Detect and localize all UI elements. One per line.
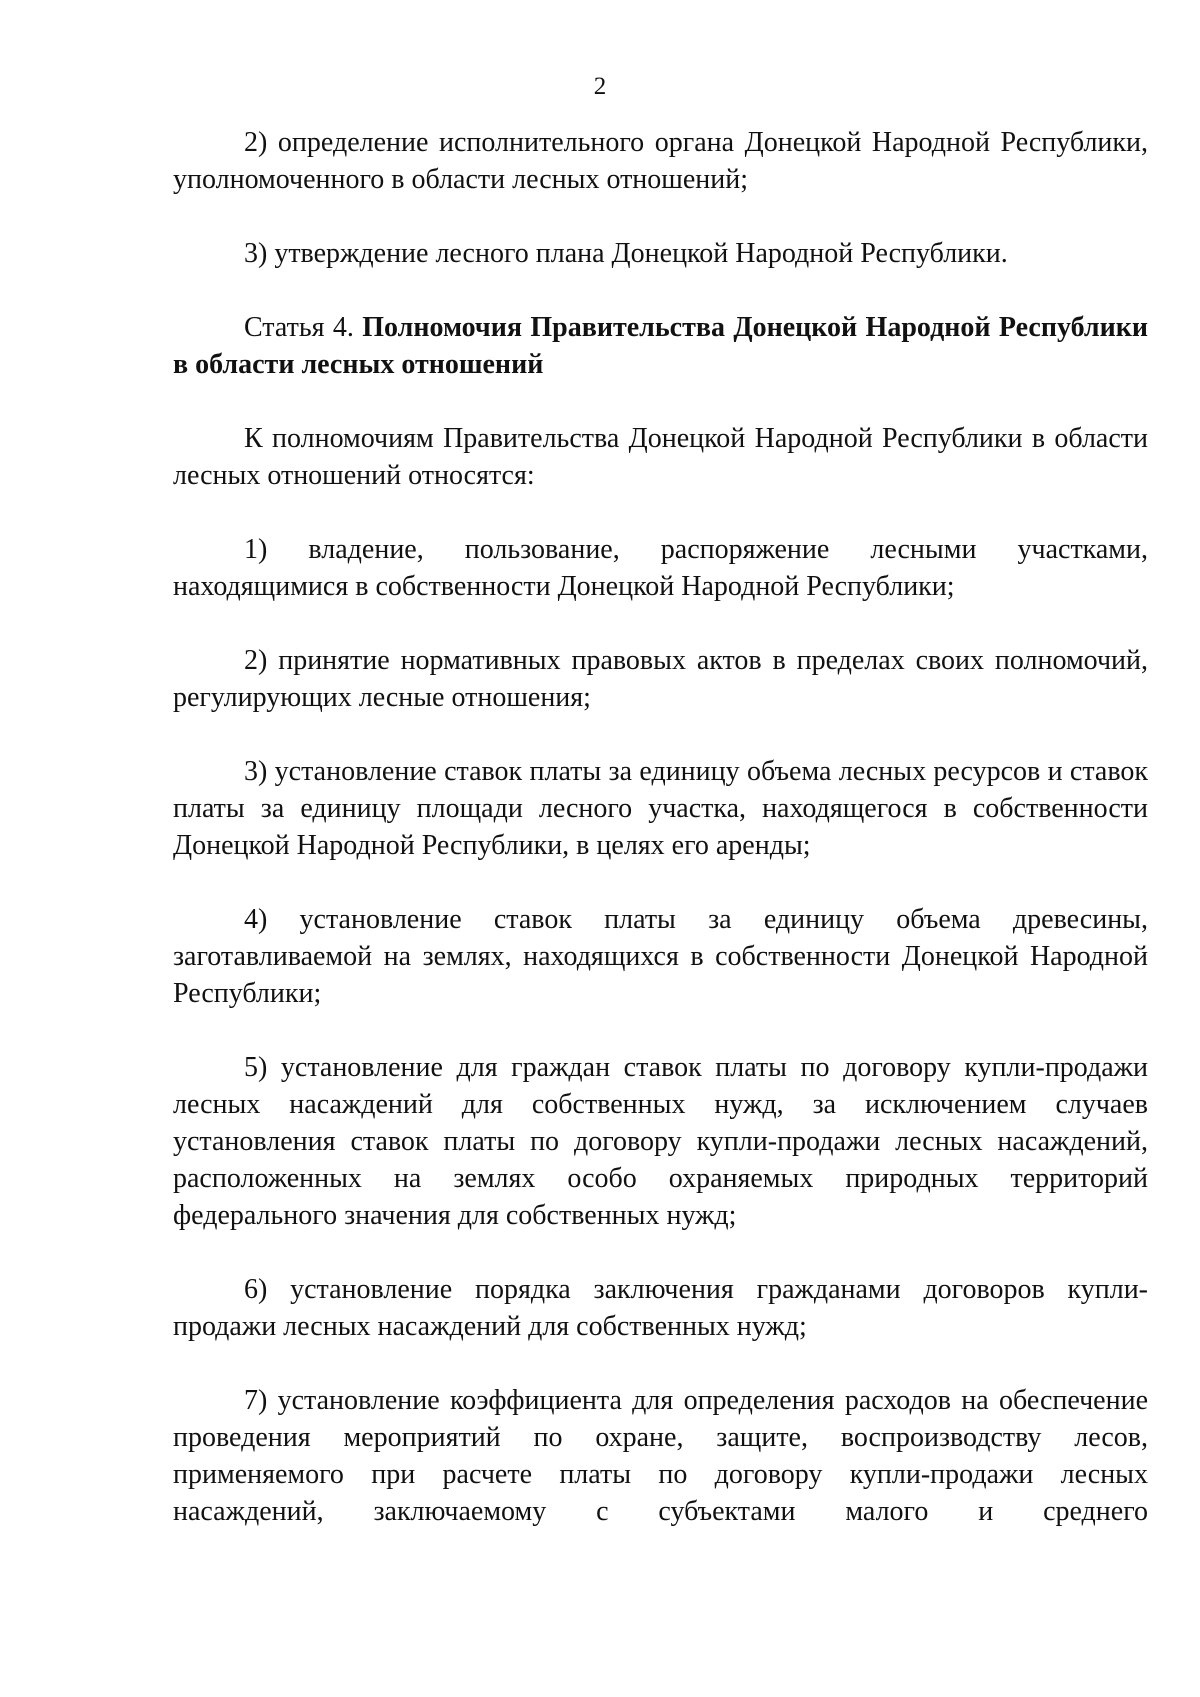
list-item: 3) утверждение лесного плана Донецкой Народной Республики. (244, 238, 1008, 269)
list-item: 4) установление ставок платы за единицу объема древесины, заготавливаемой на землях, находящихся в собственности Донецкой Народной Республики; (173, 904, 1148, 1009)
document-body (173, 124, 1148, 1530)
list-item: 3) установление ставок платы за единицу объема лесных ресурсов и ставок платы за единицу площади лесного участка, находящегося в собственности Донецкой Народной Республики, в целях его аренды; (173, 756, 1148, 861)
list-item: 1) владение, пользование, распоряжение лесными участками, находящимися в собственности Донецкой Народной Республики; (173, 534, 1148, 602)
article-title: Полномочия Правительства Донецкой Народной Республики в области лесных отношений (173, 312, 1148, 380)
page-number: 2 (593, 73, 607, 100)
list-item: 2) определение исполнительного органа Донецкой Народной Республики, уполномоченного в области лесных отношений; (173, 127, 1148, 195)
list-item: 6) установление порядка заключения гражданами договоров купли-продажи лесных насаждений для собственных нужд; (173, 1274, 1148, 1342)
article-number: Статья 4. (244, 312, 354, 343)
article-heading (173, 309, 1148, 383)
list-item: 7) установление коэффициента для определения расходов на обеспечение проведения мероприятий по охране, защите, воспроизводству лесов, применяемого при расчете платы по договору купли-продажи лесных насаждений, заключаемому с субъектами малого и среднего (173, 1385, 1148, 1527)
list-item: 5) установление для граждан ставок платы по договору купли-продажи лесных насаждений для собственных нужд, за исключением случаев установления ставок платы по договору купли-продажи лесных насаждений, расположенных на землях особо охраняемых природных территорий федерального значения для собственных нужд; (173, 1052, 1148, 1231)
article-intro: К полномочиям Правительства Донецкой Народной Республики в области лесных отношений относятся: (173, 423, 1148, 491)
list-item: 2) принятие нормативных правовых актов в пределах своих полномочий, регулирующих лесные отношения; (173, 645, 1148, 713)
